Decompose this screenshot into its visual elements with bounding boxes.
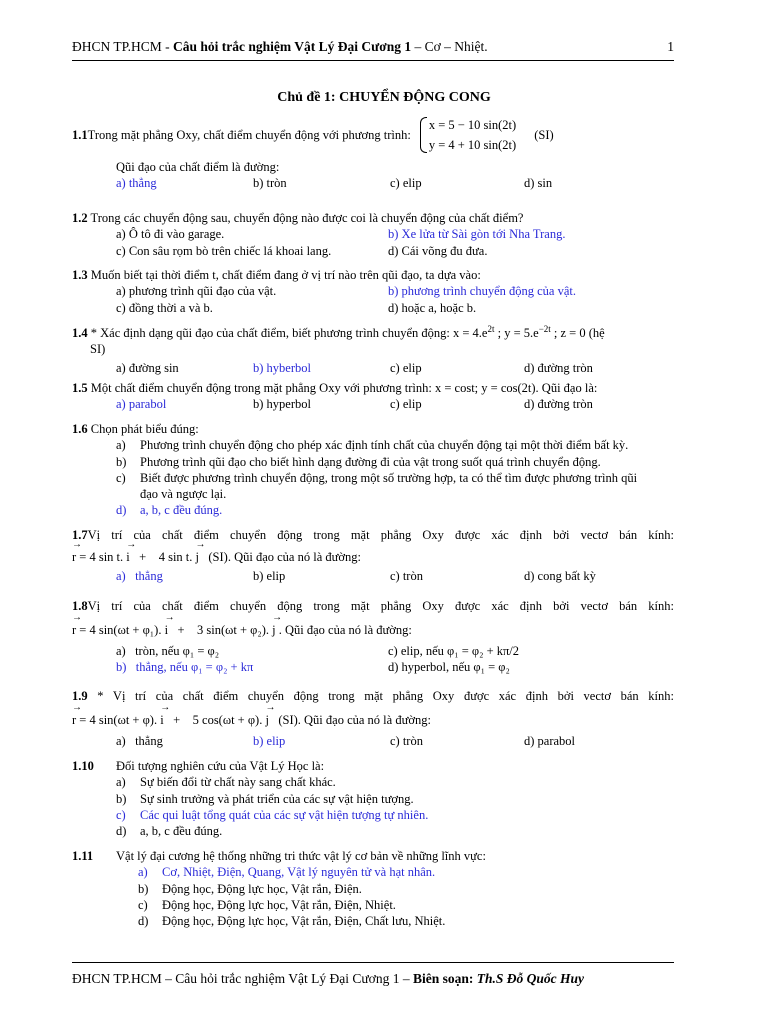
option-d[interactable]: d) đường tròn [524,397,593,412]
option-d[interactable]: d) Động học, Động lực học, Vật rắn, Điện, Chất lưu, Nhiệt. [138,914,446,928]
question-1-4: 1.4 * Xác định dạng qũi đạo của chất điểm, biết phương trình chuyển động: $x = 4.e^{2t}$ ; $y = 5.e^{-2t}$ ; z = 0 (hệ SI) a) đường sin b) hyberbol c) elip d) đường tròn [72,324,674,376]
option-a[interactable]: a) Sự biến đổi từ chất này sang chất khác. [116,775,336,790]
option-b[interactable]: b) Sự sinh trưởng và phát triển của các sự vật hiện tượng. [116,791,414,806]
option-a[interactable]: a) thẳng [116,176,157,191]
option-b[interactable]: b) Phương trình qũi đạo cho biết hình dạng đường đi của vật trong suốt quá trình chuyển động. [116,454,601,469]
option-b[interactable]: b) elip [253,733,286,748]
option-a[interactable]: a) đường sin [116,360,179,375]
position-vector-equation: → r = 4 sin t. → i + 4 sin t. → j (SI). Qũi đạo của nó là đường: [72,549,674,565]
option-b[interactable]: b) hyberbol [253,360,311,375]
footer-rule [72,962,674,963]
option-b[interactable]: b) tròn [253,176,287,191]
option-a[interactable]: a) thẳng [116,568,163,583]
option-a[interactable]: a) Cơ, Nhiệt, Điện, Quang, Vật lý nguyên tử và hạt nhân. [138,865,436,880]
option-c[interactable]: c) Con sâu rọm bò trên chiếc lá khoai lang. [116,243,332,258]
page-footer: ĐHCN TP.HCM – Câu hỏi trắc nghiệm Vật Lý Đại Cương 1 – Biên soạn: Th.S Đỗ Quốc Huy [72,971,584,986]
option-c[interactable]: c) Các qui luật tổng quát của các sự vật hiện tượng tự nhiên. [116,807,429,822]
question-1-11: 1.11 Vật lý đại cương hệ thống những tri thức vật lý cơ bản về những lĩnh vực: a) Cơ, Nhiệt, Điện, Quang, Vật lý nguyên tử và hạt nhân. b) Động học, Động lực học, Vật rắn, Điện. c) Động học, Động lực học, Vật rắn, Điện, Nhiệt. d) Động học, Động lực học, Vật rắn, Điện, Chất lưu, Nhiệt. [72,848,674,929]
option-a[interactable]: a) Phương trình chuyển động cho phép xác định tính chất của chuyển động tại một thời điểm bất kỳ. [116,438,629,453]
option-a[interactable]: a) tròn, nếu φ₁ = φ₂ [116,643,220,658]
question-1-7: 1.7Vị trí của chất điểm chuyển động trong mặt phẳng Oxy được xác định bởi vectơ bán kính: → r = 4 sin t. → i + 4 sin t. → j (SI). Qũi đạo của nó là đường: a) thẳng b) elip c) tròn d) cong bất kỳ [72,527,674,584]
question-stem: Trong mặt phẳng Oxy, chất điểm chuyển động với phương trình: [87,127,411,142]
question-1-9: 1.9 * Vị trí của chất điểm chuyển động trong mặt phẳng Oxy được xác định bởi vectơ bán kính: → r = 4 sin(ωt + φ). → i + 5 cos(ωt + φ). → j (SI). Qũi đạo của nó là đường: a) thẳng b) elip c) tròn d) parabol [72,688,674,749]
equation-system: x = 5 − 10 sin(2t) y = 4 + 10 sin(2t) [419,115,516,155]
question-1-6: 1.6 Chọn phát biểu đúng: a) Phương trình chuyển động cho phép xác định tính chất của chuyển động tại một thời điểm bất kỳ. b) Phương trình qũi đạo cho biết hình dạng đường đi của vật trong suốt quá trình chuyển động. c) Biết được phương trình chuyển động, trong một số trường hợp, ta có thể tìm được phương trình qũi đạo và ngược lại. d) a, b, c đều đúng. [72,421,674,519]
question-1-10: 1.10 Đối tượng nghiên cứu của Vật Lý Học là: a) Sự biến đổi từ chất này sang chất khác. b) Sự sinh trưởng và phát triển của các sự vật hiện tượng. c) Các qui luật tổng quát của các sự vật hiện tượng tự nhiên. d) a, b, c đều đúng. [72,758,674,839]
option-c[interactable]: c) Động học, Động lực học, Vật rắn, Điện, Nhiệt. [138,897,396,912]
page-header [72,38,674,56]
question-stem: Muốn biết tại thời điểm t, chất điểm đang ở vị trí nào trên qũi đạo, ta dựa vào: [87,268,481,282]
option-c-cont: đạo và ngược lại. [140,487,227,501]
chapter-title: Chủ đề 1: CHUYỂN ĐỘNG CONG [277,90,491,105]
option-b[interactable]: b) phương trình chuyển động của vật. [388,284,576,299]
position-vector-equation: → r = 4 sin(ωt + φ₁). → i + 3 sin(ωt + φ₂). → j . Qũi đạo của nó là đường: [72,622,674,638]
option-d[interactable]: d) cong bất kỳ [524,568,596,583]
option-a[interactable]: a) parabol [116,397,167,412]
option-d[interactable]: d) parabol [524,733,576,748]
question-1-3: 1.3 Muốn biết tại thời điểm t, chất điểm đang ở vị trí nào trên qũi đạo, ta dựa vào: a) phương trình qũi đạo của vật. b) phương trình chuyển động của vật. c) đồng thời a và b. d) hoặc a, hoặc b. [72,267,674,316]
option-a[interactable]: a) Ô tô đi vào garage. [116,227,225,242]
header-title: ĐHCN TP.HCM - Câu hỏi trắc nghiệm Vật Lý Đại Cương 1 – Cơ – Nhiệt. [72,39,488,54]
option-d[interactable]: d) hoặc a, hoặc b. [388,300,477,315]
header-rule [72,60,674,61]
option-c[interactable]: c) tròn [390,733,423,748]
option-c[interactable]: c) tròn [390,568,423,583]
option-d[interactable]: d) a, b, c đều đúng. [116,503,223,518]
question-stem: Một chất điểm chuyển động trong mặt phẳng Oxy với phương trình: x = cost; y = cos(2t). Qũi đạo là: [87,381,598,395]
option-b[interactable]: b) Xe lửa từ Sài gòn tới Nha Trang. [388,227,566,242]
option-b[interactable]: b) elip [253,568,286,583]
option-a[interactable]: a) thẳng [116,733,163,748]
option-d[interactable]: d) đường tròn [524,360,593,375]
option-d[interactable]: d) Cái võng đu đưa. [388,243,488,258]
question-stem: Trong các chuyển động sau, chuyển động nào được coi là chuyển động của chất điểm? [87,211,524,225]
question-1-8: 1.8Vị trí của chất điểm chuyển động trong mặt phẳng Oxy được xác định bởi vectơ bán kính: → r = 4 sin(ωt + φ₁). → i + 3 sin(ωt + φ₂). → j . Qũi đạo của nó là đường: a) tròn, nếu φ₁ = φ₂ c) elip, nếu φ₁ = φ₂ + kπ/2 b) thẳng, nếu φ₁ = φ₂ + kπ d) hyperbol, nếu φ₁ = φ₂ [72,598,674,675]
option-b[interactable]: b) hyperbol [253,397,311,412]
option-d[interactable]: d) a, b, c đều đúng. [116,824,223,838]
option-c[interactable]: c) Biết được phương trình chuyển động, trong một số trường hợp, ta có thể tìm được phương trình qũi [116,470,638,485]
option-b[interactable]: b) thẳng, nếu φ₁ = φ₂ + kπ [116,659,254,674]
option-d[interactable]: d) sin [524,176,553,191]
option-b[interactable]: b) Động học, Động lực học, Vật rắn, Điện. [138,881,362,896]
author-name: Th.S Đỗ Quốc Huy [476,971,584,986]
question-number: 1.1 [72,127,88,142]
question-1-1: 1.1 Trong mặt phẳng Oxy, chất điểm chuyển động với phương trình: x = 5 − 10 sin(2t) y = 4 + 10 sin(2t) (SI) Qũi đạo của chất điểm là đường: a) thẳng b) tròn c) elip d) sin [72,115,674,192]
option-c[interactable]: c) elip [390,397,422,412]
question-1-5: 1.5 Một chất điểm chuyển động trong mặt phẳng Oxy với phương trình: x = cost; y = cos(2t). Qũi đạo là: a) parabol b) hyperbol c) elip d) đường tròn [72,380,674,413]
option-c[interactable]: c) elip [390,360,422,375]
question-1-2: 1.2 Trong các chuyển động sau, chuyển động nào được coi là chuyển động của chất điểm? a) Ô tô đi vào garage. b) Xe lửa từ Sài gòn tới Nha Trang. c) Con sâu rọm bò trên chiếc lá khoai lang. d) Cái võng đu đưa. [72,210,674,259]
option-c[interactable]: c) elip [390,176,422,191]
option-d[interactable]: d) hyperbol, nếu φ₁ = φ₂ [388,659,510,674]
position-vector-equation: → r = 4 sin(ωt + φ). → i + 5 cos(ωt + φ). → j (SI). Qũi đạo của nó là đường: [72,712,674,728]
option-c[interactable]: c) đồng thời a và b. [116,300,213,315]
option-c[interactable]: c) elip, nếu φ₁ = φ₂ + kπ/2 [388,643,520,658]
options-row [116,175,674,191]
option-a[interactable]: a) phương trình qũi đạo của vật. [116,284,277,299]
page-number: 1 [667,39,674,54]
